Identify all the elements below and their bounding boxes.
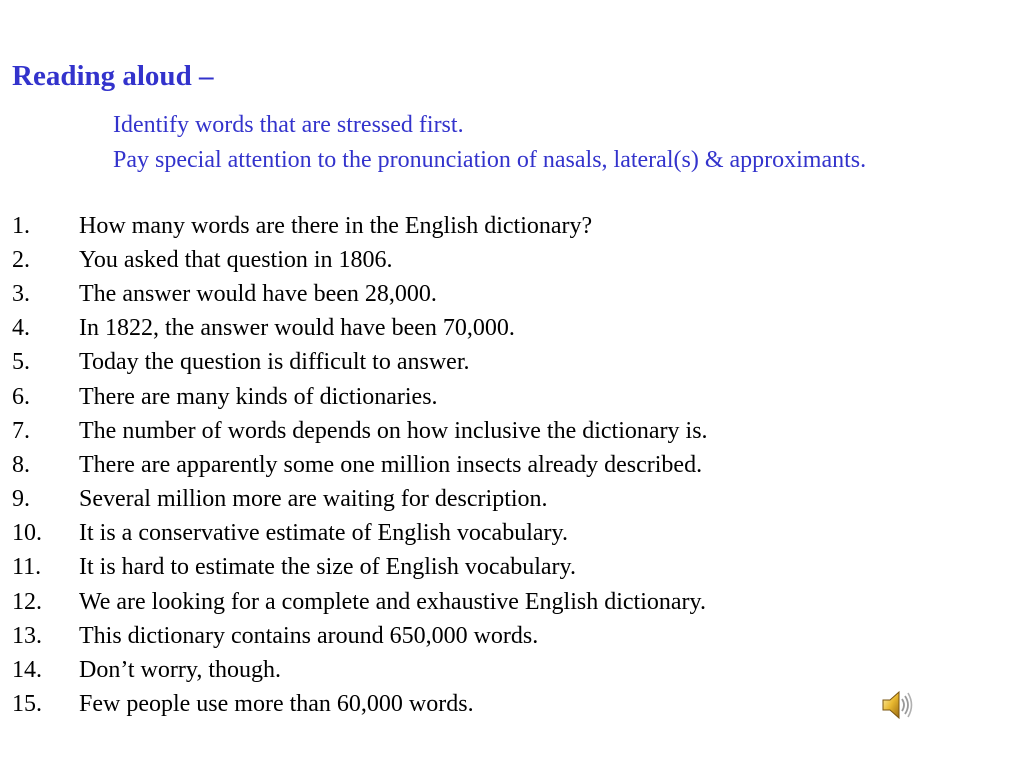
item-number: 14. xyxy=(12,657,42,684)
item-number: 2. xyxy=(12,246,30,273)
item-number: 10. xyxy=(12,520,42,547)
item-text: How many words are there in the English dictionary? xyxy=(79,212,593,239)
list-item xyxy=(12,517,708,551)
item-number: 9. xyxy=(12,486,30,513)
item-text: In 1822, the answer would have been 70,000. xyxy=(79,315,515,342)
list-item xyxy=(12,277,708,311)
item-text: The answer would have been 28,000. xyxy=(79,280,437,307)
list-item xyxy=(12,619,708,653)
sentence-list xyxy=(12,209,708,722)
list-item xyxy=(12,209,708,243)
list-item xyxy=(12,483,708,517)
item-text: There are apparently some one million insects already described. xyxy=(79,451,703,478)
slide-title: Reading aloud – xyxy=(12,60,214,92)
item-text: This dictionary contains around 650,000 words. xyxy=(79,622,539,649)
instructions xyxy=(113,108,866,178)
item-text: Few people use more than 60,000 words. xyxy=(79,691,474,718)
item-text: Don’t worry, though. xyxy=(79,657,281,684)
instruction-line: Identify words that are stressed first. xyxy=(113,112,464,138)
list-item xyxy=(12,653,708,687)
item-number: 13. xyxy=(12,622,42,649)
item-text: The number of words depends on how inclusive the dictionary is. xyxy=(79,417,708,444)
list-item xyxy=(12,243,708,277)
speaker-icon-graphic xyxy=(880,687,916,723)
item-text: It is hard to estimate the size of English vocabulary. xyxy=(79,554,576,581)
item-text: It is a conservative estimate of English vocabulary. xyxy=(79,520,568,547)
item-text: There are many kinds of dictionaries. xyxy=(79,383,438,410)
list-item xyxy=(12,312,708,346)
item-number: 5. xyxy=(12,349,30,376)
list-item xyxy=(12,414,708,448)
list-item xyxy=(12,380,708,414)
list-item xyxy=(12,551,708,585)
item-number: 7. xyxy=(12,417,30,444)
item-text: You asked that question in 1806. xyxy=(79,246,393,273)
speaker-icon[interactable] xyxy=(880,687,916,723)
item-number: 4. xyxy=(12,315,30,342)
list-item xyxy=(12,688,708,722)
item-number: 1. xyxy=(12,212,30,239)
item-text: Today the question is difficult to answer. xyxy=(79,349,470,376)
item-number: 3. xyxy=(12,280,30,307)
item-number: 8. xyxy=(12,451,30,478)
list-item xyxy=(12,346,708,380)
instruction-line: Pay special attention to the pronunciation of nasals, lateral(s) & approximants. xyxy=(113,147,867,173)
item-number: 11. xyxy=(12,554,42,581)
list-item xyxy=(12,585,708,619)
item-text: We are looking for a complete and exhaustive English dictionary. xyxy=(79,588,706,615)
item-number: 6. xyxy=(12,383,30,410)
list-item xyxy=(12,448,708,482)
item-text: Several million more are waiting for description. xyxy=(79,486,548,513)
item-number: 12. xyxy=(12,588,42,615)
item-number: 15. xyxy=(12,691,42,718)
